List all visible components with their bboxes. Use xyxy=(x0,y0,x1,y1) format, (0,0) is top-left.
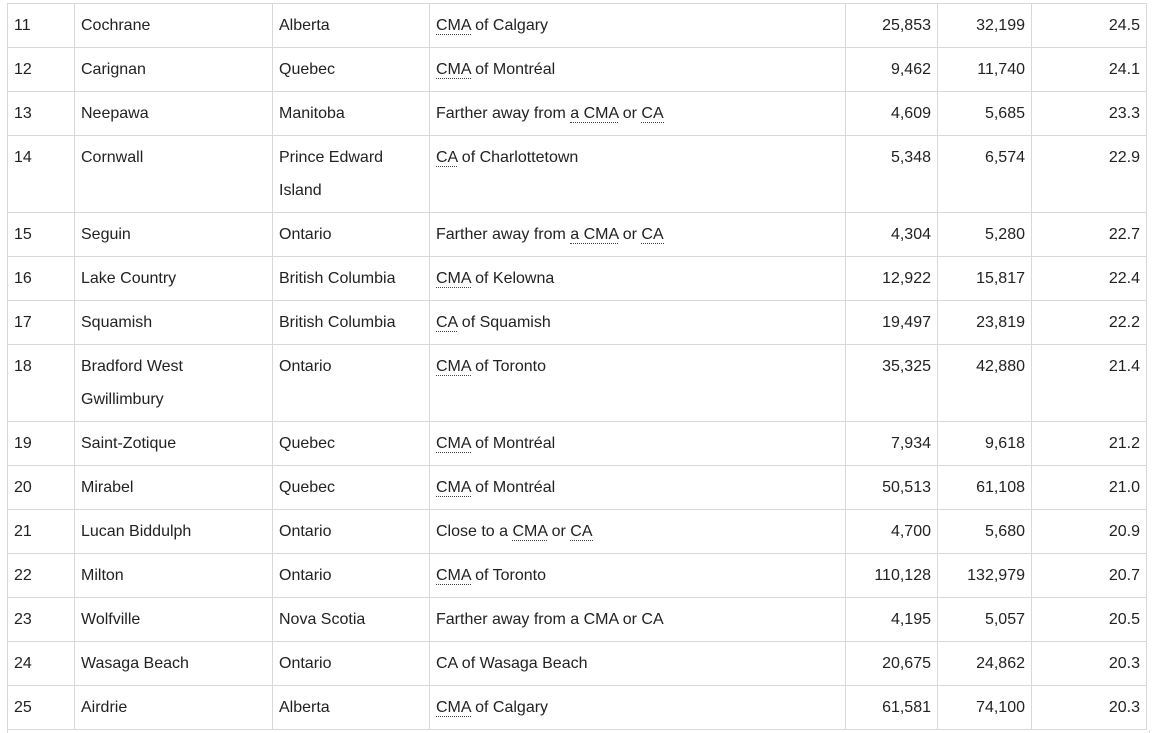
area-cell xyxy=(430,301,846,345)
rank-cell: 21 xyxy=(8,510,75,554)
pop-2021-cell: 74,100 xyxy=(938,686,1032,730)
pop-2021-cell: 132,979 xyxy=(938,554,1032,598)
change-cell: 22.2 xyxy=(1032,301,1147,345)
area-cell xyxy=(430,686,846,730)
table-row xyxy=(8,554,1147,598)
pop-2021-cell: 11,740 xyxy=(938,48,1032,92)
abbreviation[interactable]: CA xyxy=(436,149,458,166)
change-cell: 22.4 xyxy=(1032,257,1147,301)
table-row xyxy=(8,213,1147,257)
abbreviation[interactable]: CMA xyxy=(512,523,548,540)
table-row xyxy=(8,301,1147,345)
change-cell: 20.7 xyxy=(1032,554,1147,598)
abbreviation[interactable]: a CMA xyxy=(570,105,619,122)
table-row xyxy=(8,510,1147,554)
table-row xyxy=(8,136,1147,213)
pop-2021-cell: 5,280 xyxy=(938,213,1032,257)
rank-cell: 14 xyxy=(8,136,75,213)
area-text: of Montréal xyxy=(470,61,556,78)
change-cell: 21.2 xyxy=(1032,422,1147,466)
province-cell: Alberta xyxy=(273,4,430,48)
area-cell xyxy=(430,48,846,92)
pop-2016-cell: 9,462 xyxy=(846,48,938,92)
table-body xyxy=(8,4,1147,730)
name-cell: Lucan Biddulph xyxy=(75,510,273,554)
province-cell: Alberta xyxy=(273,686,430,730)
area-text: of Toronto xyxy=(470,358,546,375)
table-row xyxy=(8,92,1147,136)
abbreviation[interactable]: a CMA xyxy=(570,226,619,243)
pop-2021-cell: 9,618 xyxy=(938,422,1032,466)
name-cell: Bradford West Gwillimbury xyxy=(75,345,273,422)
name-cell: Milton xyxy=(75,554,273,598)
abbreviation[interactable]: CMA xyxy=(436,567,471,584)
rank-cell: 16 xyxy=(8,257,75,301)
name-cell: Neepawa xyxy=(75,92,273,136)
name-cell: Lake Country xyxy=(75,257,273,301)
pop-2016-cell: 35,325 xyxy=(846,345,938,422)
rank-cell: 13 xyxy=(8,92,75,136)
table-row xyxy=(8,466,1147,510)
area-cell xyxy=(430,136,846,213)
name-cell: Airdrie xyxy=(75,686,273,730)
rank-cell: 11 xyxy=(8,4,75,48)
rank-cell: 20 xyxy=(8,466,75,510)
change-cell: 24.5 xyxy=(1032,4,1147,48)
change-cell: 21.0 xyxy=(1032,466,1147,510)
province-cell: Ontario xyxy=(273,345,430,422)
pop-2016-cell: 4,700 xyxy=(846,510,938,554)
pop-2016-cell: 7,934 xyxy=(846,422,938,466)
area-text: Farther away from xyxy=(436,105,571,122)
area-cell xyxy=(430,345,846,422)
rank-cell: 15 xyxy=(8,213,75,257)
area-text: of Charlottetown xyxy=(457,149,579,166)
area-text: Close to a xyxy=(436,523,513,540)
area-text: CA of Wasaga Beach xyxy=(436,655,588,672)
area-cell xyxy=(430,422,846,466)
area-cell xyxy=(430,213,846,257)
name-cell: Seguin xyxy=(75,213,273,257)
change-cell: 20.3 xyxy=(1032,642,1147,686)
name-cell: Saint-Zotique xyxy=(75,422,273,466)
municipality-growth-table xyxy=(7,3,1147,730)
rank-cell: 17 xyxy=(8,301,75,345)
rank-cell: 23 xyxy=(8,598,75,642)
province-cell: Nova Scotia xyxy=(273,598,430,642)
pop-2016-cell: 4,195 xyxy=(846,598,938,642)
area-cell xyxy=(430,257,846,301)
change-cell: 22.9 xyxy=(1032,136,1147,213)
pop-2021-cell: 42,880 xyxy=(938,345,1032,422)
abbreviation[interactable]: CA xyxy=(641,226,664,243)
abbreviation[interactable]: CMA xyxy=(436,270,471,287)
table-row xyxy=(8,48,1147,92)
province-cell: Quebec xyxy=(273,422,430,466)
area-text: of Calgary xyxy=(470,17,549,34)
name-cell: Mirabel xyxy=(75,466,273,510)
area-text: of Toronto xyxy=(470,567,546,584)
province-cell: Ontario xyxy=(273,642,430,686)
table-row xyxy=(8,642,1147,686)
area-text: of Montréal xyxy=(470,479,556,496)
change-cell: 22.7 xyxy=(1032,213,1147,257)
table-row xyxy=(8,686,1147,730)
rank-cell: 24 xyxy=(8,642,75,686)
province-cell: Manitoba xyxy=(273,92,430,136)
area-cell xyxy=(430,642,846,686)
province-cell: Quebec xyxy=(273,48,430,92)
pop-2021-cell: 32,199 xyxy=(938,4,1032,48)
area-cell xyxy=(430,466,846,510)
change-cell: 20.3 xyxy=(1032,686,1147,730)
pop-2016-cell: 12,922 xyxy=(846,257,938,301)
change-cell: 23.3 xyxy=(1032,92,1147,136)
abbreviation[interactable]: CMA xyxy=(436,61,471,78)
province-cell: Ontario xyxy=(273,554,430,598)
table-row xyxy=(8,257,1147,301)
area-text: of Squamish xyxy=(457,314,551,331)
table-row xyxy=(8,345,1147,422)
area-text: or xyxy=(547,523,571,540)
abbreviation[interactable]: CMA xyxy=(436,358,471,375)
change-cell: 21.4 xyxy=(1032,345,1147,422)
pop-2016-cell: 110,128 xyxy=(846,554,938,598)
province-cell: Ontario xyxy=(273,213,430,257)
province-cell: British Columbia xyxy=(273,301,430,345)
pop-2016-cell: 25,853 xyxy=(846,4,938,48)
table-row xyxy=(8,4,1147,48)
abbreviation[interactable]: CA xyxy=(436,314,458,331)
pop-2021-cell: 5,685 xyxy=(938,92,1032,136)
pop-2021-cell: 6,574 xyxy=(938,136,1032,213)
change-cell: 20.5 xyxy=(1032,598,1147,642)
area-text: of Calgary xyxy=(470,699,549,716)
abbreviation[interactable]: CMA xyxy=(436,699,471,716)
province-cell: Ontario xyxy=(273,510,430,554)
pop-2021-cell: 15,817 xyxy=(938,257,1032,301)
pop-2016-cell: 5,348 xyxy=(846,136,938,213)
pop-2016-cell: 4,304 xyxy=(846,213,938,257)
abbreviation[interactable]: CA xyxy=(570,523,593,540)
pop-2021-cell: 23,819 xyxy=(938,301,1032,345)
name-cell: Cornwall xyxy=(75,136,273,213)
name-cell: Carignan xyxy=(75,48,273,92)
abbreviation[interactable]: CMA xyxy=(436,435,471,452)
area-text: of Kelowna xyxy=(470,270,555,287)
pop-2021-cell: 5,057 xyxy=(938,598,1032,642)
area-text: Farther away from xyxy=(436,226,571,243)
name-cell: Cochrane xyxy=(75,4,273,48)
name-cell: Wasaga Beach xyxy=(75,642,273,686)
change-cell: 24.1 xyxy=(1032,48,1147,92)
pop-2016-cell: 20,675 xyxy=(846,642,938,686)
province-cell: Prince Edward Island xyxy=(273,136,430,213)
abbreviation[interactable]: CMA xyxy=(436,17,471,34)
area-cell xyxy=(430,598,846,642)
pop-2021-cell: 5,680 xyxy=(938,510,1032,554)
name-cell: Squamish xyxy=(75,301,273,345)
pop-2016-cell: 50,513 xyxy=(846,466,938,510)
rank-cell: 12 xyxy=(8,48,75,92)
table-row xyxy=(8,422,1147,466)
name-cell: Wolfville xyxy=(75,598,273,642)
change-cell: 20.9 xyxy=(1032,510,1147,554)
pop-2016-cell: 4,609 xyxy=(846,92,938,136)
rank-cell: 22 xyxy=(8,554,75,598)
pop-2021-cell: 24,862 xyxy=(938,642,1032,686)
rank-cell: 19 xyxy=(8,422,75,466)
area-text: or xyxy=(618,105,642,122)
abbreviation[interactable]: CMA xyxy=(436,479,471,496)
area-cell xyxy=(430,92,846,136)
area-cell xyxy=(430,510,846,554)
area-cell xyxy=(430,4,846,48)
table-row xyxy=(8,598,1147,642)
province-cell: Quebec xyxy=(273,466,430,510)
abbreviation[interactable]: CA xyxy=(641,105,664,122)
area-text: Farther away from a CMA or CA xyxy=(436,611,664,628)
province-cell: British Columbia xyxy=(273,257,430,301)
area-text: of Montréal xyxy=(470,435,556,452)
rank-cell: 18 xyxy=(8,345,75,422)
pop-2016-cell: 61,581 xyxy=(846,686,938,730)
area-text: or xyxy=(618,226,642,243)
pop-2021-cell: 61,108 xyxy=(938,466,1032,510)
pop-2016-cell: 19,497 xyxy=(846,301,938,345)
area-cell xyxy=(430,554,846,598)
rank-cell: 25 xyxy=(8,686,75,730)
